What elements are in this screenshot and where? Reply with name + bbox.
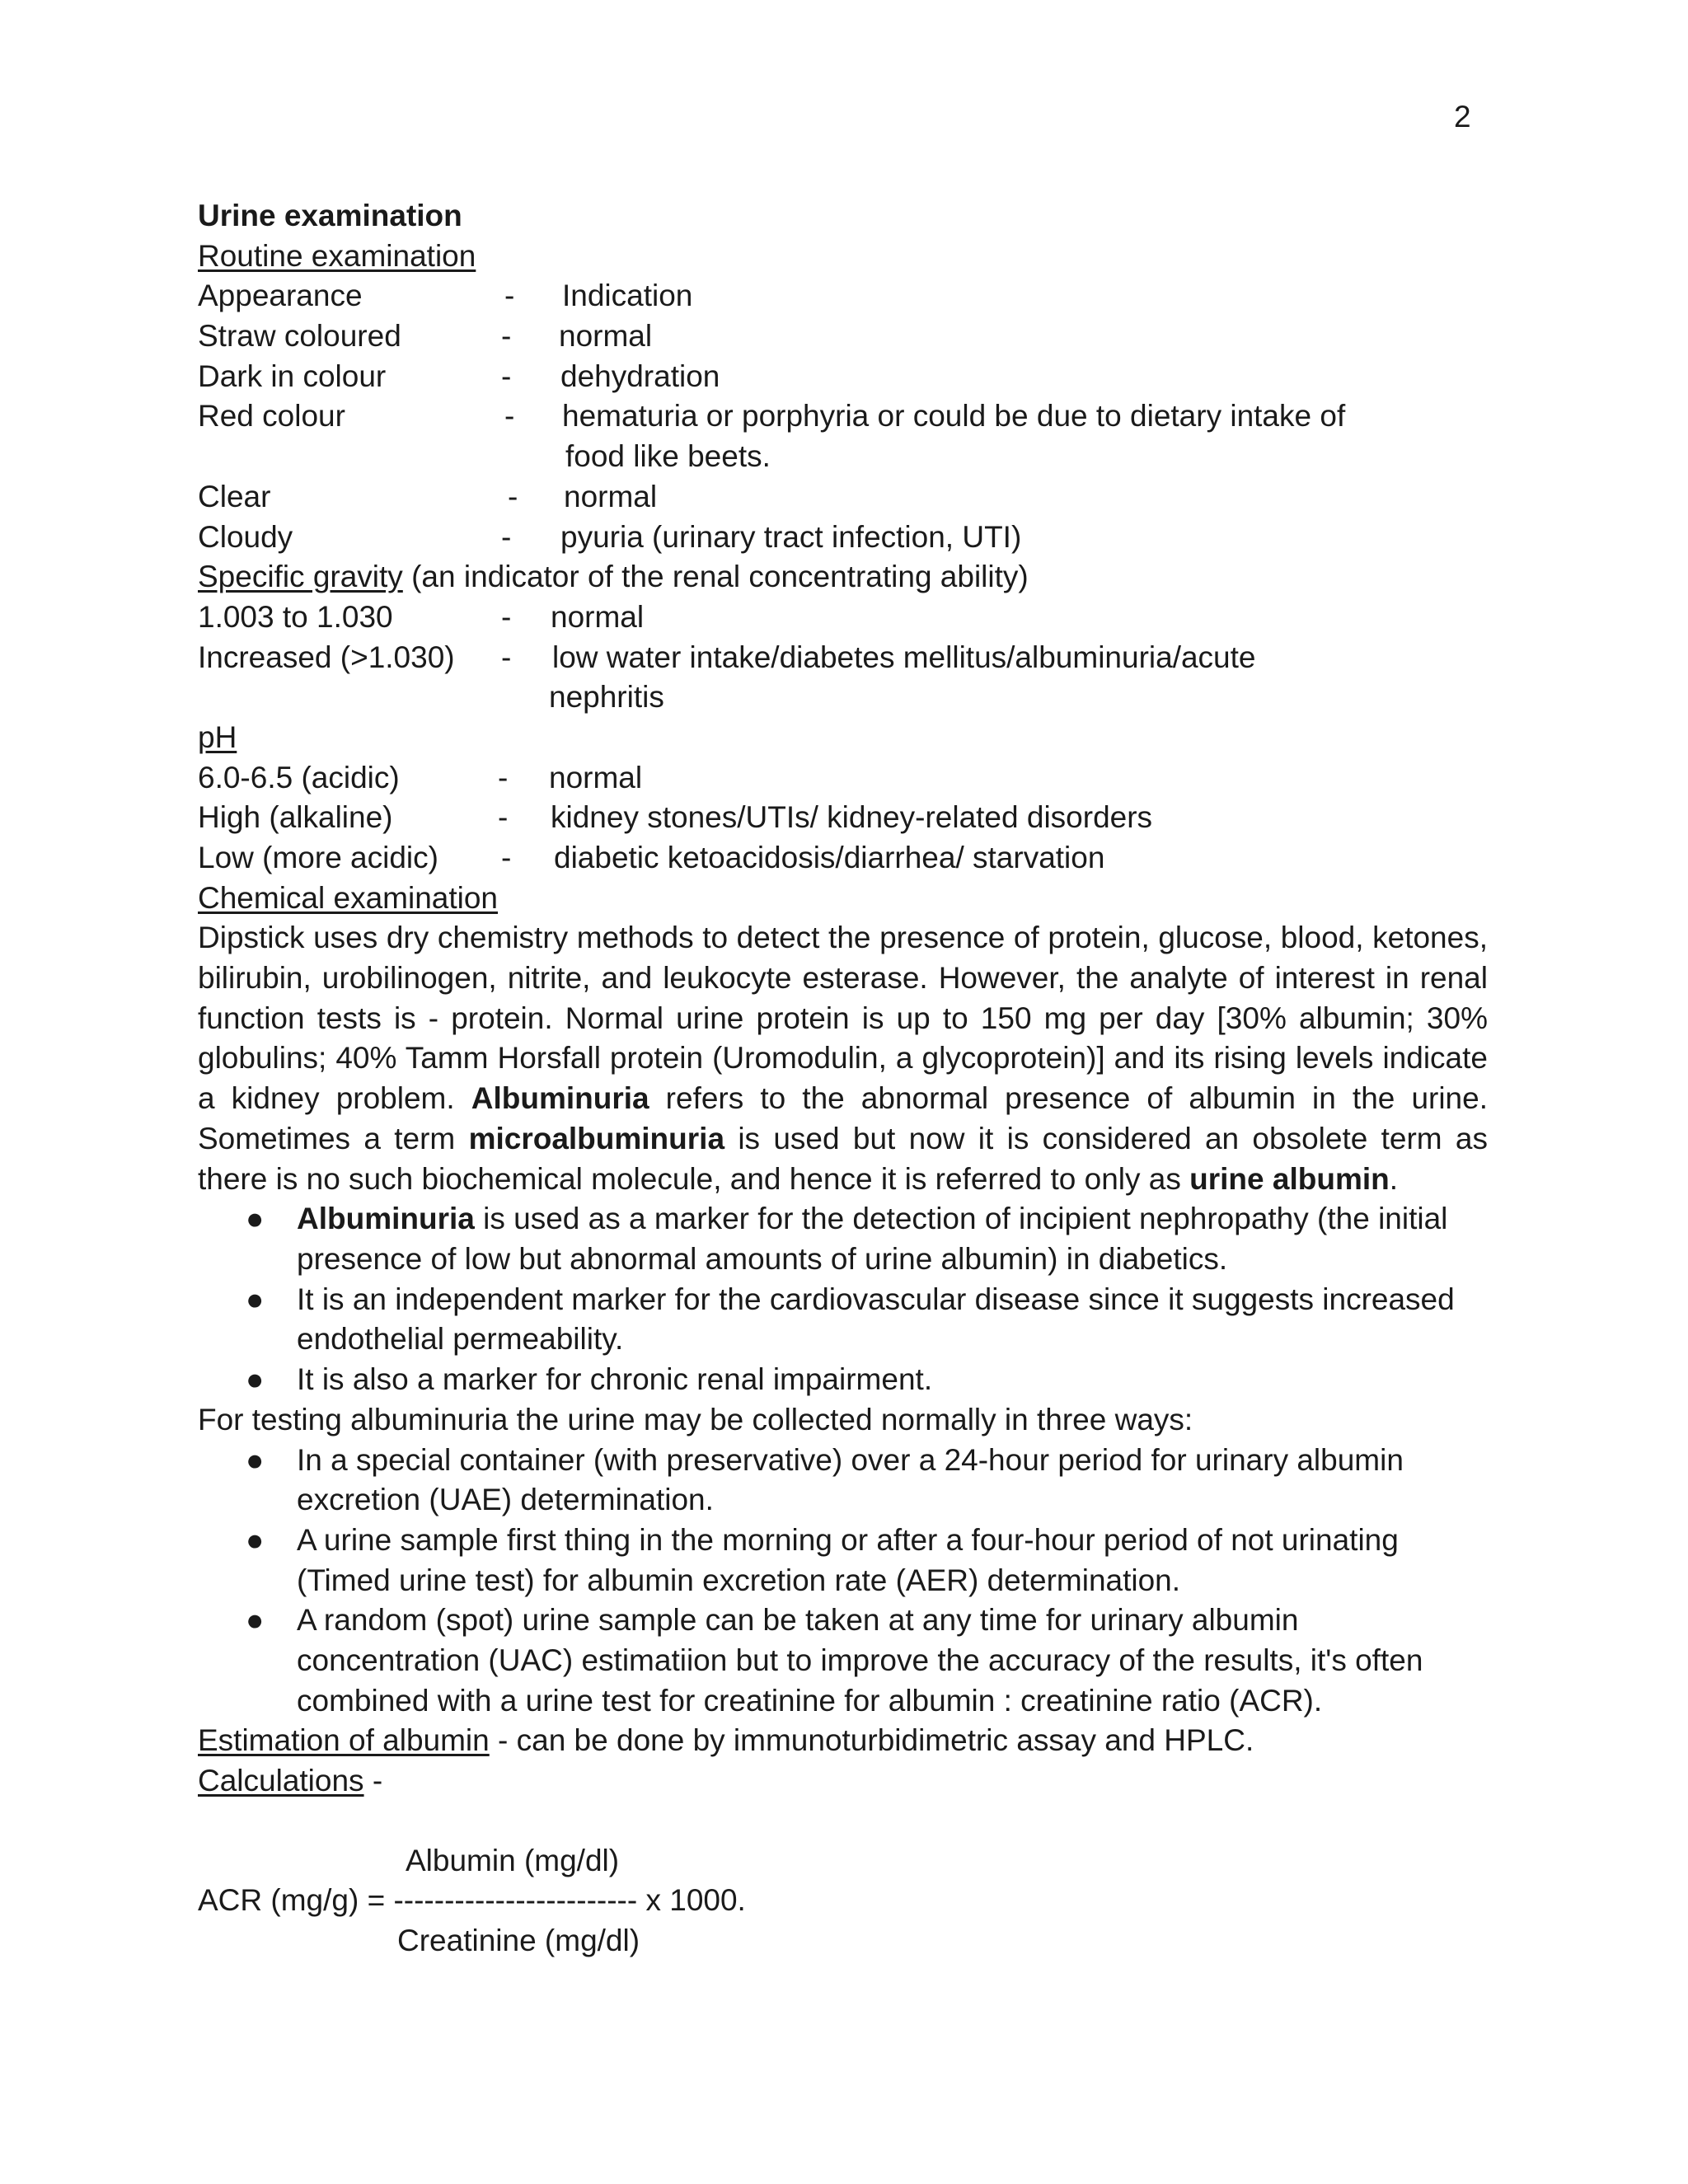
row-separator: - [501,599,512,634]
row-value: low water intake/diabetes mellitus/albuminuria/acute [552,640,1256,674]
table-row [198,838,1500,879]
paragraph-text: is used but now it is considered an obsolete term as there is no such biochemical molecule, and hence it is referred to only as [198,1121,1488,1196]
list-item [198,1360,1488,1400]
row-value-continued: nephritis [549,680,664,715]
table-row [198,758,1500,799]
bullet-icon: ● [246,1522,265,1557]
row-label: Cloudy [198,519,293,554]
table-row [198,598,1500,638]
table-row [198,518,1500,558]
routine-heading: Routine examination [198,238,476,273]
row-label: Clear [198,479,271,513]
bullet-icon: ● [246,1442,265,1477]
term-microalbuminuria: microalbuminuria [468,1121,725,1155]
estimation-line [198,1721,1500,1761]
row-separator: - [501,519,512,554]
specific-gravity-note: (an indicator of the renal concentrating ability) [402,560,1029,594]
calculations-suffix: - [363,1764,383,1798]
paragraph-text: refers to the abnormal presence of albumin in the urine. Sometimes a term [198,1081,1488,1155]
row-separator: - [501,640,512,674]
document-body [198,196,1500,1965]
list-item [198,1441,1488,1521]
table-row [198,396,1500,437]
row-value: Indication [562,279,693,313]
row-value: hematuria or porphyria or could be due to dietary intake of [562,399,1346,434]
bullet-icon: ● [246,1282,265,1316]
table-row [198,316,1500,357]
formula-numerator: Albumin (mg/dl) [406,1843,620,1877]
row-label: 6.0-6.5 (acidic) [198,760,400,794]
specific-gravity-heading: Specific gravity [198,560,403,594]
row-label: Dark in colour [198,359,387,393]
row-label: 1.003 to 1.030 [198,599,393,634]
table-row [198,276,1500,316]
table-row-continuation [198,437,1500,477]
doc-title: Urine examination [198,199,462,232]
list-item [198,1521,1488,1601]
bullet-icon: ● [246,1362,265,1397]
row-separator: - [498,800,509,835]
row-value: normal [549,760,643,794]
paragraph-text: Dipstick uses dry chemistry methods to detect the presence of protein, glucose, blood, ketones, bilirubin, urobilinogen, nitrite, and leukocyte esterase. However, the analyte of interest in renal function tests is - protein. Normal urine protein is up to 150 mg per day [30% albumin; 30% globulins; 40% Tamm Horsfall protein (Uromodulin, a glycoprotein)] and its rising levels indicate a kidney problem. [198,921,1488,1116]
chemical-paragraph [198,918,1488,1199]
row-label: Low (more acidic) [198,841,438,874]
row-separator: - [501,319,512,354]
list-item-bold: Albuminuria [297,1202,475,1236]
row-value: normal [559,319,653,354]
table-row [198,357,1500,397]
formula-main-line: ACR (mg/g) = ------------------------ x 1000. [198,1883,746,1918]
list-item-text: A random (spot) urine sample can be taken at any time for urinary albumin concentration (UAC) estimatiion but to improve the accuracy of the results, it's often combined with a urine test for creatinine for albumin : creatinine ratio (ACR). [297,1603,1423,1718]
row-value-continued: food like beets. [565,439,771,474]
bullet-icon: ● [246,1603,265,1638]
term-urine-albumin: urine albumin [1189,1161,1390,1196]
row-label: Red colour [198,399,345,434]
collection-intro: For testing albuminuria the urine may be collected normally in three ways: [198,1402,1193,1436]
row-value: normal [551,599,645,634]
row-label: Appearance [198,279,363,313]
row-label: Increased (>1.030) [198,640,455,674]
list-item-text: is used as a marker for the detection of incipient nephropathy (the initial presence of low but abnormal amounts of urine albumin) in diabetics. [297,1202,1448,1276]
row-value: pyuria (urinary tract infection, UTI) [560,519,1022,554]
list-item [198,1280,1488,1360]
bullet-icon: ● [246,1202,265,1236]
row-separator: - [498,760,509,794]
row-label: Straw coloured [198,319,401,354]
calculations-heading: Calculations [198,1764,364,1798]
albuminuria-markers-list [198,1199,1500,1400]
table-row [198,798,1500,838]
row-value: diabetic ketoacidosis/diarrhea/ starvation [554,841,1105,874]
row-value: kidney stones/UTIs/ kidney-related disorders [551,800,1153,835]
list-item [198,1199,1488,1279]
row-separator: - [501,359,512,393]
row-value: dehydration [560,359,720,393]
row-separator: - [501,841,512,874]
row-separator: - [504,279,515,313]
formula-denominator: Creatinine (mg/dl) [397,1924,640,1958]
row-separator: - [508,479,518,513]
table-row [198,638,1500,678]
list-item-text: It is also a marker for chronic renal impairment. [297,1362,933,1397]
list-item-text: It is an independent marker for the cardiovascular disease since it suggests increased endothelial permeability. [297,1282,1455,1357]
table-row [198,477,1500,518]
row-label: High (alkaline) [198,800,393,835]
calculations-line [198,1761,1500,1802]
acr-formula [198,1841,1500,1965]
list-item [198,1601,1488,1721]
specific-gravity-heading-line [198,557,1500,598]
chemical-heading: Chemical examination [198,880,499,915]
collection-methods-list [198,1441,1500,1722]
term-albuminuria: Albuminuria [471,1081,649,1116]
estimation-heading: Estimation of albumin [198,1723,490,1758]
row-separator: - [504,399,515,434]
ph-heading: pH [198,719,237,754]
estimation-text: - can be done by immunoturbidimetric assay and HPLC. [489,1723,1254,1758]
list-item-text: In a special container (with preservative) over a 24-hour period for urinary albumin excretion (UAE) determination. [297,1442,1404,1517]
paragraph-text: . [1389,1161,1398,1196]
page-number: 2 [1454,100,1471,134]
list-item-text: A urine sample first thing in the morning or after a four-hour period of not urinating (Timed urine test) for albumin excretion rate (AER) determination. [297,1522,1399,1597]
table-row-continuation [198,677,1500,718]
row-value: normal [564,479,658,513]
